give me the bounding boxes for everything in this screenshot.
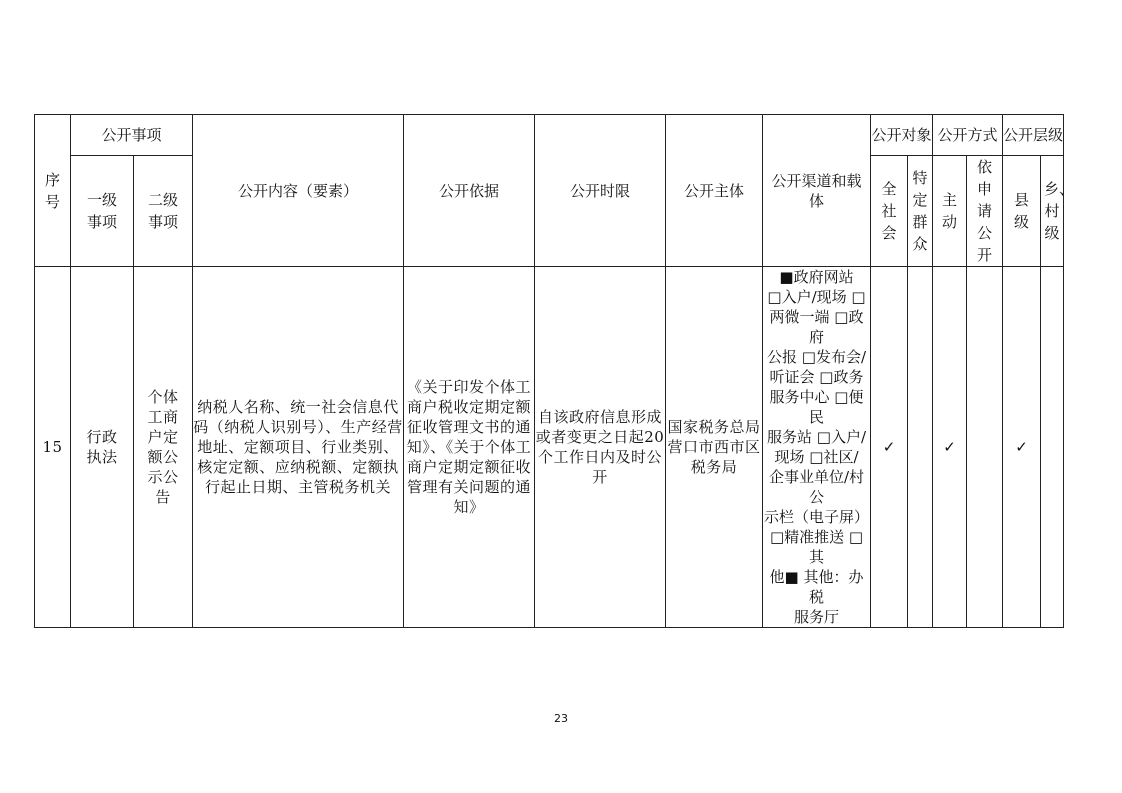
header-method-request: 依申请公开 bbox=[967, 156, 1003, 267]
header-subject: 公开主体 bbox=[666, 115, 763, 267]
header-layer-village: 乡、村级 bbox=[1041, 156, 1064, 267]
channel-line: 示栏（电子屏） bbox=[764, 508, 870, 526]
channel-line: 他■ 其他：办税 bbox=[769, 568, 864, 606]
channel-line: □精准推送 □其 bbox=[769, 528, 864, 566]
row-level2: 个体工商户定额公示公告 bbox=[134, 267, 193, 628]
header-method-active: 主动 bbox=[933, 156, 967, 267]
channel-line: 服务厅 bbox=[794, 608, 840, 626]
header-seq: 序号 bbox=[35, 115, 71, 267]
row-seq: 15 bbox=[35, 267, 71, 628]
header-level1: 一级事项 bbox=[71, 156, 134, 267]
header-target-all: 全社会 bbox=[871, 156, 908, 267]
row-target-all-check: ✓ bbox=[871, 267, 908, 628]
header-level2: 二级事项 bbox=[134, 156, 193, 267]
header-layer: 公开层级 bbox=[1003, 115, 1064, 156]
row-target-specific-check bbox=[908, 267, 933, 628]
row-basis: 《关于印发个体工商户税收定期定额征收管理文书的通知》、《关于个体工商户定期定额征收管理有关问题的通知》 bbox=[404, 267, 535, 628]
channel-line: 公报 □发布会/ bbox=[767, 348, 867, 366]
header-content: 公开内容（要素） bbox=[193, 115, 404, 267]
channel-line: 现场 □社区/ bbox=[774, 448, 859, 466]
header-target-specific: 特定群众 bbox=[908, 156, 933, 267]
channel-line: 服务站 □入户/ bbox=[767, 428, 867, 446]
header-layer-county: 县级 bbox=[1003, 156, 1041, 267]
header-time-limit: 公开时限 bbox=[535, 115, 666, 267]
row-time-limit: 自该政府信息形成或者变更之日起20个工作日内及时公开 bbox=[535, 267, 666, 628]
header-target: 公开对象 bbox=[871, 115, 933, 156]
row-method-active-check: ✓ bbox=[933, 267, 967, 628]
header-items: 公开事项 bbox=[71, 115, 193, 156]
row-layer-village-check bbox=[1041, 267, 1064, 628]
header-channels: 公开渠道和载体 bbox=[763, 115, 871, 267]
row-content: 纳税人名称、统一社会信息代码（纳税人识别号）、生产经营地址、定额项目、行业类别、核定定额、应纳税额、定额执行起止日期、主管税务机关 bbox=[193, 267, 404, 628]
page-number: 23 bbox=[554, 712, 568, 725]
row-method-request-check bbox=[967, 267, 1003, 628]
header-method: 公开方式 bbox=[933, 115, 1003, 156]
row-level1: 行政执法 bbox=[71, 267, 134, 628]
row-channels bbox=[763, 267, 871, 628]
header-basis: 公开依据 bbox=[404, 115, 535, 267]
channel-line: ■政府网站 bbox=[779, 268, 854, 286]
channel-line: 听证会 □政务 bbox=[769, 368, 864, 386]
channel-line: □入户/现场 □ bbox=[767, 288, 866, 306]
channel-line: 服务中心 □便民 bbox=[769, 388, 864, 426]
row-subject: 国家税务总局营口市西市区税务局 bbox=[666, 267, 763, 628]
channel-line: 两微一端 □政府 bbox=[769, 308, 864, 346]
row-layer-county-check: ✓ bbox=[1003, 267, 1041, 628]
disclosure-table bbox=[34, 114, 1075, 628]
channel-line: 企事业单位/村公 bbox=[768, 468, 865, 506]
